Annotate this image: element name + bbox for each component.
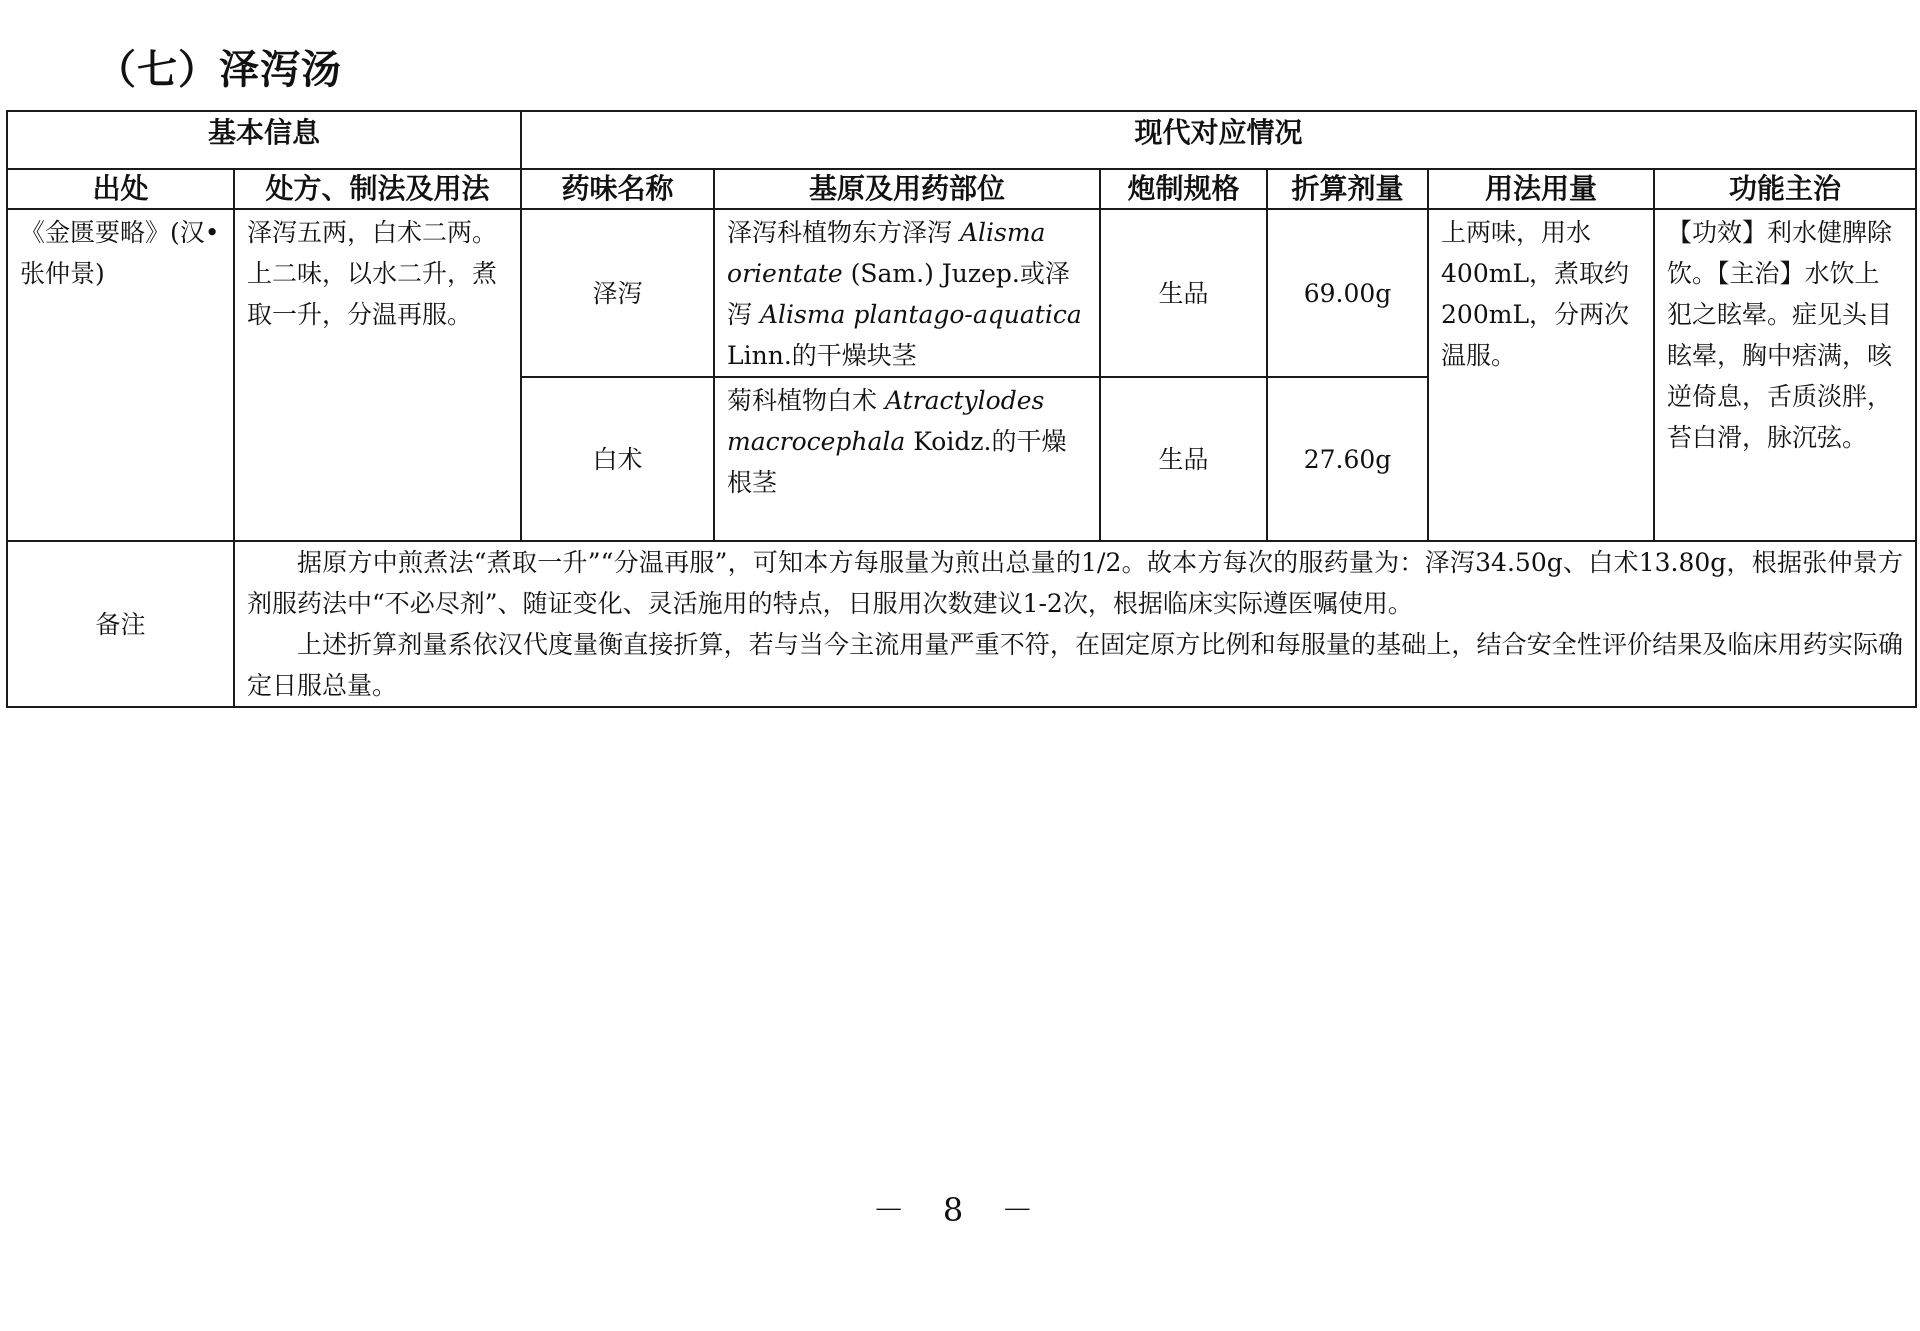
origin-text: 菊科植物白术 [727,386,885,415]
latin-name: Alisma plantago-aquatica [759,300,1082,329]
usage-cell: 上两味，用水400mL，煮取约200mL，分两次温服。 [1428,209,1654,541]
origin-text: (Sam.) Juzep.或泽泻 [727,259,1070,329]
page-title: （七）泽泻汤 [96,47,342,93]
column-header-dose: 折算剂量 [1267,169,1428,209]
origin-part-cell [714,209,1100,377]
column-header-source: 出处 [7,169,234,209]
column-header-function: 功能主治 [1654,169,1916,209]
column-header-processing: 炮制规格 [1100,169,1267,209]
latin-name: Atractylodes macrocephala [727,386,1045,456]
herb-name-cell: 泽泻 [521,209,714,377]
group-header-row [7,111,1916,169]
note-paragraph: 上述折算剂量系依汉代度量衡直接折算，若与当今主流用量严重不符，在固定原方比例和每服量的基础上，结合安全性评价结果及临床用药实际确定日服总量。 [247,630,1904,700]
prescription-cell: 泽泻五两，白术二两。上二味，以水二升，煮取一升，分温再服。 [234,209,521,541]
dose-cell: 27.60g [1267,377,1428,541]
origin-text: Koidz.的干燥根茎 [727,427,1067,497]
note-content-cell [234,541,1916,707]
function-cell [1654,209,1916,541]
function-indication: 【主治】水饮上犯之眩晕。症见头目眩晕，胸中痞满，咳逆倚息，舌质淡胖，苔白滑，脉沉弦。 [1667,259,1893,452]
origin-text: 泽泻科植物东方泽泻 [727,218,960,247]
table-row [7,209,1916,377]
page-number: － 8 － [872,1191,1048,1229]
note-paragraph: 据原方中煎煮法“煮取一升”“分温再服”，可知本方每服量为煎出总量的1/2。故本方每次的服药量为：泽泻34.50g、白术13.80g，根据张仲景方剂服药法中“不必尽剂”、随证变化、灵活施用的特点，日服用次数建议1-2次，根据临床实际遵医嘱使用。 [247,548,1904,618]
herb-name-cell: 白术 [521,377,714,541]
function-effect: 【功效】利水健脾除饮。 [1667,218,1893,288]
source-cell: 《金匮要略》(汉•张仲景) [7,209,234,541]
note-label-cell: 备注 [7,541,234,707]
group-header-modern: 现代对应情况 [521,111,1916,169]
processing-cell: 生品 [1100,377,1267,541]
origin-text: Linn.的干燥块茎 [727,341,917,370]
group-header-basic-info: 基本信息 [7,111,521,169]
origin-part-cell [714,377,1100,541]
column-header-row [7,169,1916,209]
formula-table [6,110,1917,708]
latin-name: Alisma orientate [727,218,1046,288]
processing-cell: 生品 [1100,209,1267,377]
column-header-prescription: 处方、制法及用法 [234,169,521,209]
column-header-origin-part: 基原及用药部位 [714,169,1100,209]
dose-cell: 69.00g [1267,209,1428,377]
note-row [7,541,1916,707]
column-header-herb-name: 药味名称 [521,169,714,209]
column-header-usage: 用法用量 [1428,169,1654,209]
